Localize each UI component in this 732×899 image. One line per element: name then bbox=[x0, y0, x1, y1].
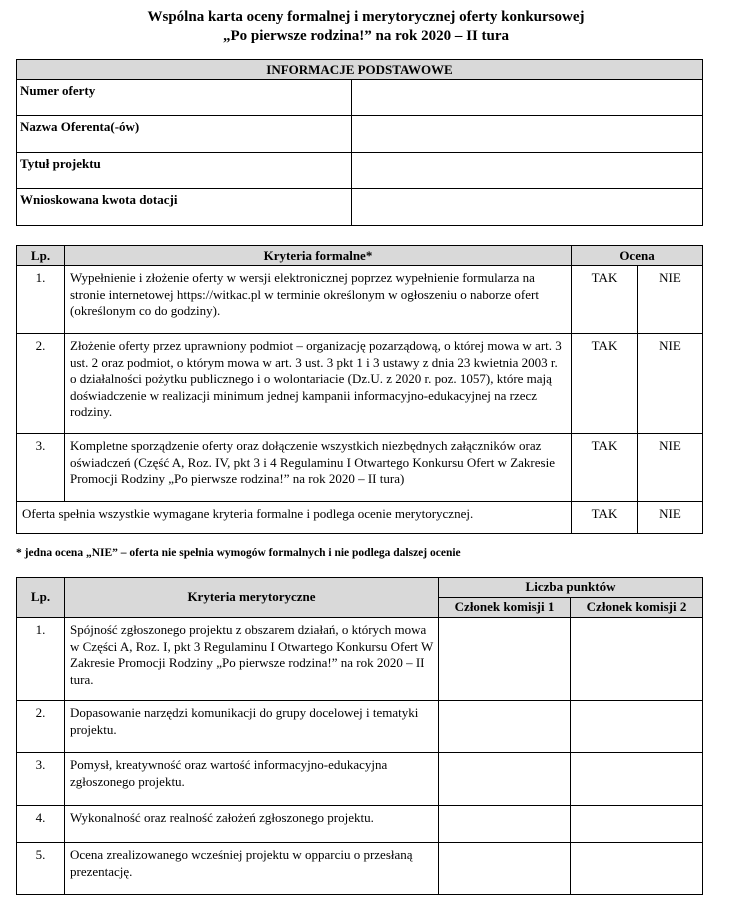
project-title-field[interactable] bbox=[352, 153, 703, 189]
table-row bbox=[17, 753, 703, 806]
applicant-name-field[interactable] bbox=[352, 116, 703, 153]
row-number: 4. bbox=[17, 806, 65, 843]
form-title-line1: Wspólna karta oceny formalnej i merytorycznej oferty konkursowej bbox=[147, 9, 585, 25]
criterion-text: Kompletne sporządzenie oferty oraz dołączenie wszystkich niezbędnych załączników oraz oświadczeń (Część A, Roz. IV, pkt 3 i 4 Regulaminu I Otwartego Konkursu Ofert w Zakresie Promocji Rodziny „Po pierwsze rodzina!” na rok 2020 – II tura) bbox=[65, 434, 572, 502]
table-row bbox=[17, 843, 703, 895]
rating-no-option[interactable]: NIE bbox=[638, 334, 703, 434]
table-row bbox=[17, 434, 703, 502]
formal-footnote: * jedna ocena „NIE” – oferta nie spełnia wymogów formalnych i nie podlega dalszej ocenie bbox=[16, 547, 461, 559]
member2-header: Członek komisji 2 bbox=[571, 598, 703, 618]
row-number: 2. bbox=[17, 701, 65, 753]
row-number: 2. bbox=[17, 334, 65, 434]
criterion-text: Wypełnienie i złożenie oferty w wersji elektronicznej poprzez wypełnienie formularza na stronie internetowej https://witkac.pl w terminie określonym w ogłoszeniu o naborze ofert (określonym co do godziny). bbox=[65, 266, 572, 334]
applicant-name-label: Nazwa Oferenta(-ów) bbox=[17, 116, 352, 153]
merit-criteria-table bbox=[16, 577, 703, 895]
rating-yes-option[interactable]: TAK bbox=[572, 434, 638, 502]
member2-score-field[interactable] bbox=[571, 618, 703, 701]
member1-score-field[interactable] bbox=[439, 701, 571, 753]
form-title-line2: „Po pierwsze rodzina!” na rok 2020 – II tura bbox=[222, 28, 510, 44]
rating-no-option[interactable]: NIE bbox=[638, 434, 703, 502]
member2-score-field[interactable] bbox=[571, 843, 703, 895]
row-number: 1. bbox=[17, 266, 65, 334]
formal-lp-header: Lp. bbox=[17, 246, 65, 266]
table-row bbox=[17, 806, 703, 843]
points-header: Liczba punktów bbox=[439, 578, 703, 598]
summary-row bbox=[17, 502, 703, 534]
merit-lp-header: Lp. bbox=[17, 578, 65, 618]
rating-yes-option[interactable]: TAK bbox=[572, 334, 638, 434]
criterion-text: Spójność zgłoszonego projektu z obszarem działań, o których mowa w Części A, Roz. I, pkt 3 Regulaminu I Otwartego Konkursu Ofert W Zakresie Promocji Rodziny „Po pierwsze rodzina!” na rok 2020 – II tura. bbox=[65, 618, 439, 701]
grant-amount-field[interactable] bbox=[352, 189, 703, 226]
basic-info-header: INFORMACJE PODSTAWOWE bbox=[17, 60, 703, 80]
table-row bbox=[17, 334, 703, 434]
row-number: 3. bbox=[17, 753, 65, 806]
merit-criteria-header: Kryteria merytoryczne bbox=[65, 578, 439, 618]
member2-score-field[interactable] bbox=[571, 701, 703, 753]
rating-no-option[interactable]: NIE bbox=[638, 266, 703, 334]
criterion-text: Dopasowanie narzędzi komunikacji do grupy docelowej i tematyki projektu. bbox=[65, 701, 439, 753]
row-number: 1. bbox=[17, 618, 65, 701]
member2-score-field[interactable] bbox=[571, 753, 703, 806]
member1-score-field[interactable] bbox=[439, 753, 571, 806]
member1-score-field[interactable] bbox=[439, 843, 571, 895]
formal-rating-header: Ocena bbox=[572, 246, 703, 266]
rating-yes-option[interactable]: TAK bbox=[572, 266, 638, 334]
row-number: 3. bbox=[17, 434, 65, 502]
criterion-text: Wykonalność oraz realność założeń zgłoszonego projektu. bbox=[65, 806, 439, 843]
member2-score-field[interactable] bbox=[571, 806, 703, 843]
criterion-text: Pomysł, kreatywność oraz wartość informacyjno-edukacyjna zgłoszonego projektu. bbox=[65, 753, 439, 806]
table-row bbox=[17, 618, 703, 701]
formal-criteria-table bbox=[16, 245, 703, 534]
row-number: 5. bbox=[17, 843, 65, 895]
basic-info-table bbox=[16, 59, 703, 226]
member1-header: Członek komisji 1 bbox=[439, 598, 571, 618]
member1-score-field[interactable] bbox=[439, 806, 571, 843]
form-title bbox=[0, 8, 732, 46]
project-title-label: Tytuł projektu bbox=[17, 153, 352, 189]
offer-number-label: Numer oferty bbox=[17, 80, 352, 116]
summary-text: Oferta spełnia wszystkie wymagane kryteria formalne i podlega ocenie merytorycznej. bbox=[17, 502, 572, 534]
criterion-text: Ocena zrealizowanego wcześniej projektu w opparciu o przesłaną prezentację. bbox=[65, 843, 439, 895]
offer-number-field[interactable] bbox=[352, 80, 703, 116]
grant-amount-label: Wnioskowana kwota dotacji bbox=[17, 189, 352, 226]
summary-no-option[interactable]: NIE bbox=[638, 502, 703, 534]
table-row bbox=[17, 701, 703, 753]
criterion-text: Złożenie oferty przez uprawniony podmiot – organizację pozarządową, o której mowa w art. 3 ust. 2 oraz podmiot, o którym mowa w art. 3 ust. 3 pkt 1 i 3 ustawy z dnia 23 kwietnia 2003 r. o działalności pożytku publicznego i o wolontariacie (Dz.U. z 2020 r. poz. 1057), które mają doświadczenie w realizacji minimum jednej kampanii informacyjno-edukacyjnej na rzecz rodziny. bbox=[65, 334, 572, 434]
table-row bbox=[17, 266, 703, 334]
formal-criteria-header: Kryteria formalne* bbox=[65, 246, 572, 266]
member1-score-field[interactable] bbox=[439, 618, 571, 701]
summary-yes-option[interactable]: TAK bbox=[572, 502, 638, 534]
